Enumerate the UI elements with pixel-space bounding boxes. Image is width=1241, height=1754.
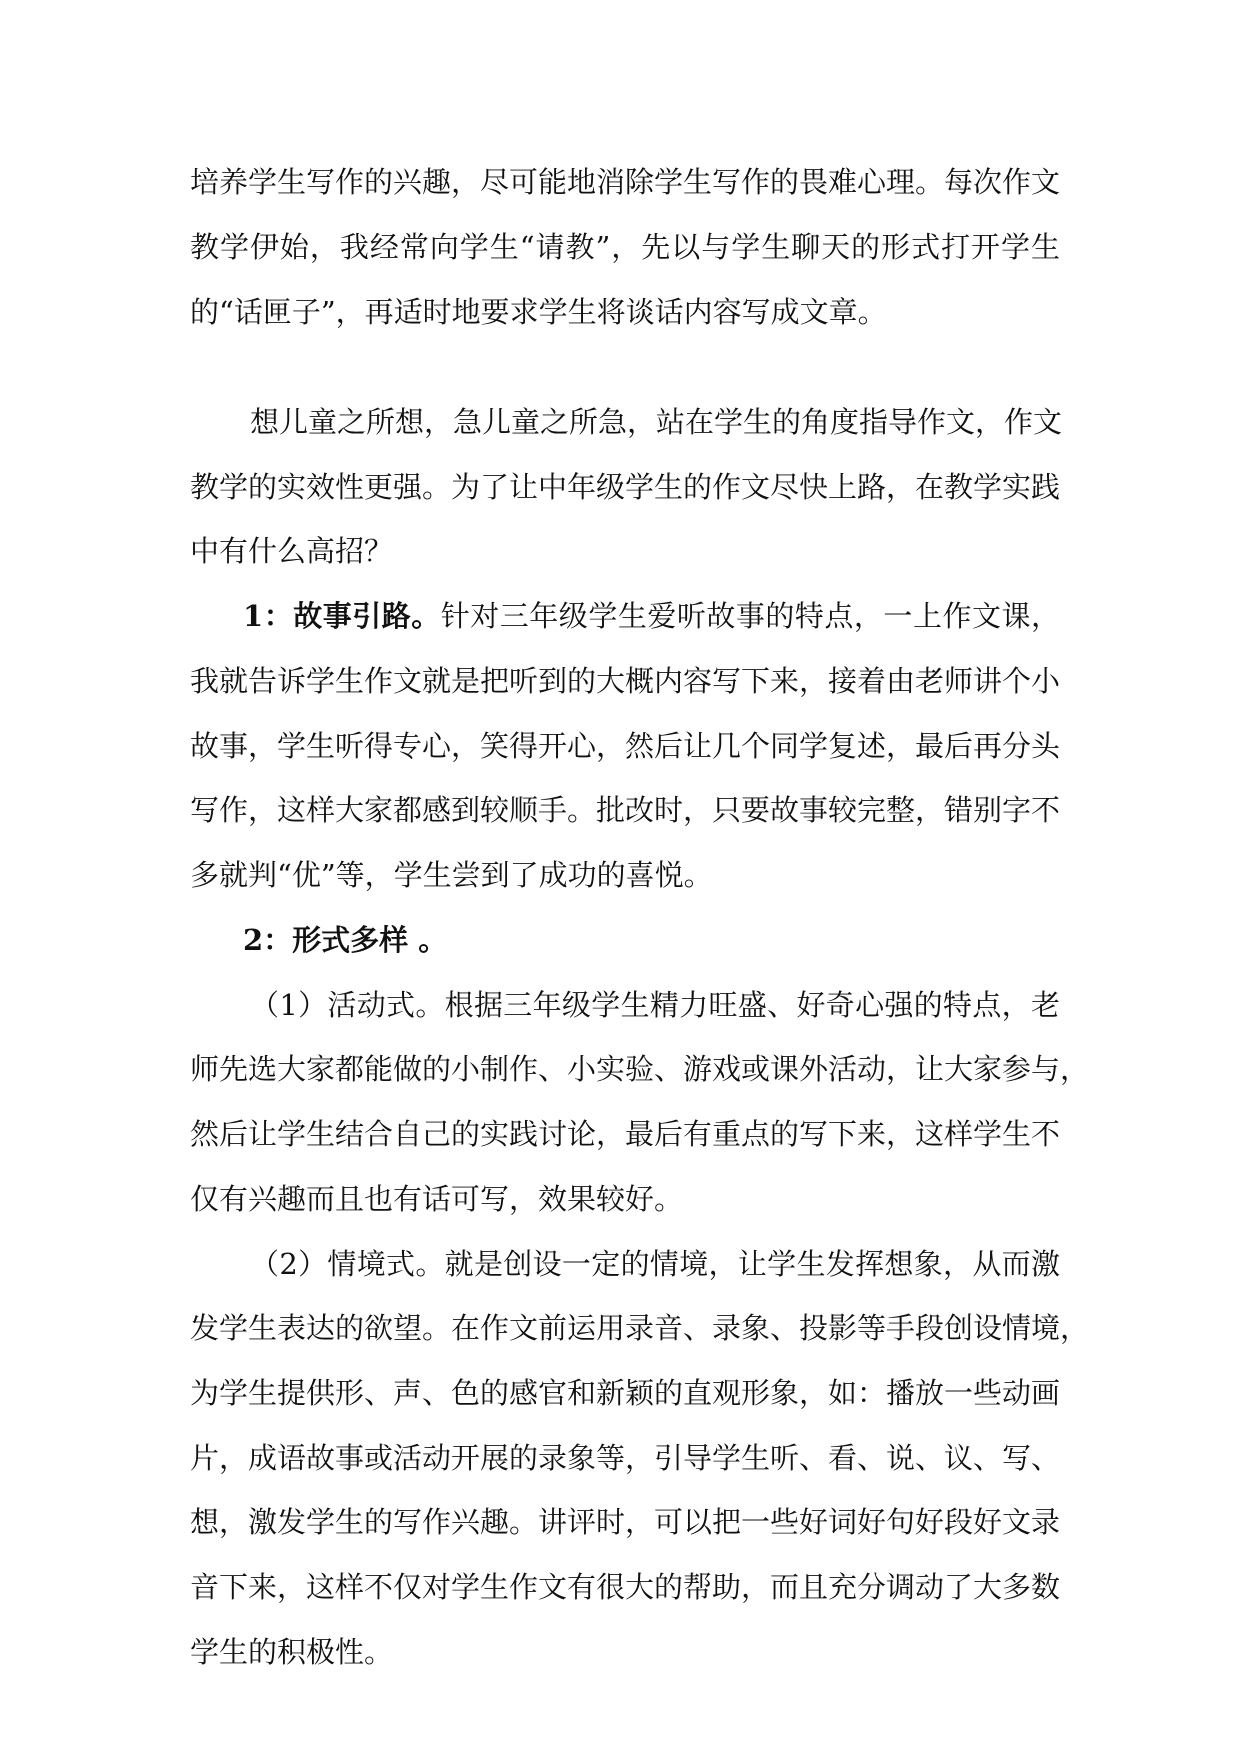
paragraph-2-line-1: 想儿童之所想，急儿童之所急，站在学生的角度指导作文，作文 (250, 405, 1063, 439)
subsection-2-line-4: 片，成语故事或活动开展的录象等，引导学生听、看、说、议、写、 (190, 1441, 1061, 1475)
section-1-line-4: 写作，这样大家都感到较顺手。批改时，只要故事较完整，错别字不 (190, 793, 1061, 827)
subsection-2-line-7: 学生的积极性。 (190, 1635, 394, 1669)
section-1-line-1-text: 针对三年级学生爱听故事的特点，一上作文课， (440, 599, 1060, 633)
subsection-2-line-6: 音下来，这样不仅对学生作文有很大的帮助，而且充分调动了大多数 (190, 1570, 1061, 1604)
subsection-2-line-5: 想，激发学生的写作兴趣。讲评时，可以把一些好词好句好段好文录 (190, 1505, 1061, 1539)
paragraph-1-line-3: 的“话匣子”，再适时地要求学生将谈话内容写成文章。 (190, 295, 887, 329)
section-1-heading: 1：故事引路。 (243, 599, 441, 633)
paragraph-2-line-2: 教学的实效性更强。为了让中年级学生的作文尽快上路，在教学实践 (190, 470, 1061, 504)
section-2-heading: 2：形式多样 。 (243, 923, 448, 957)
subsection-2-line-1: （2）情境式。就是创设一定的情境，让学生发挥想象，从而激 (250, 1247, 1060, 1281)
subsection-1-line-1: （1）活动式。根据三年级学生精力旺盛、好奇心强的特点，老 (250, 988, 1060, 1022)
subsection-1-line-2: 师先选大家都能做的小制作、小实验、游戏或课外活动，让大家参与， (190, 1052, 1090, 1086)
section-1-line-1 (243, 596, 1060, 636)
section-1-line-2: 我就告诉学生作文就是把听到的大概内容写下来，接着由老师讲个小 (190, 664, 1061, 698)
paragraph-1-line-2: 教学伊始，我经常向学生“请教”，先以与学生聊天的形式打开学生 (190, 230, 1060, 264)
subsection-1-line-4: 仅有兴趣而且也有话可写，效果较好。 (190, 1182, 684, 1216)
section-1-line-5: 多就判“优”等，学生尝到了成功的喜悦。 (190, 858, 713, 892)
paragraph-1-line-1: 培养学生写作的兴趣，尽可能地消除学生写作的畏难心理。每次作文 (190, 165, 1061, 199)
subsection-2-line-2: 发学生表达的欲望。在作文前运用录音、录象、投影等手段创设情境， (190, 1311, 1090, 1345)
paragraph-2-line-3: 中有什么高招？ (190, 534, 394, 568)
subsection-2-line-3: 为学生提供形、声、色的感官和新颖的直观形象，如：播放一些动画 (190, 1376, 1061, 1410)
section-1-line-3: 故事，学生听得专心，笑得开心，然后让几个同学复述，最后再分头 (190, 729, 1061, 763)
subsection-1-line-3: 然后让学生结合自己的实践讨论，最后有重点的写下来，这样学生不 (190, 1117, 1061, 1151)
